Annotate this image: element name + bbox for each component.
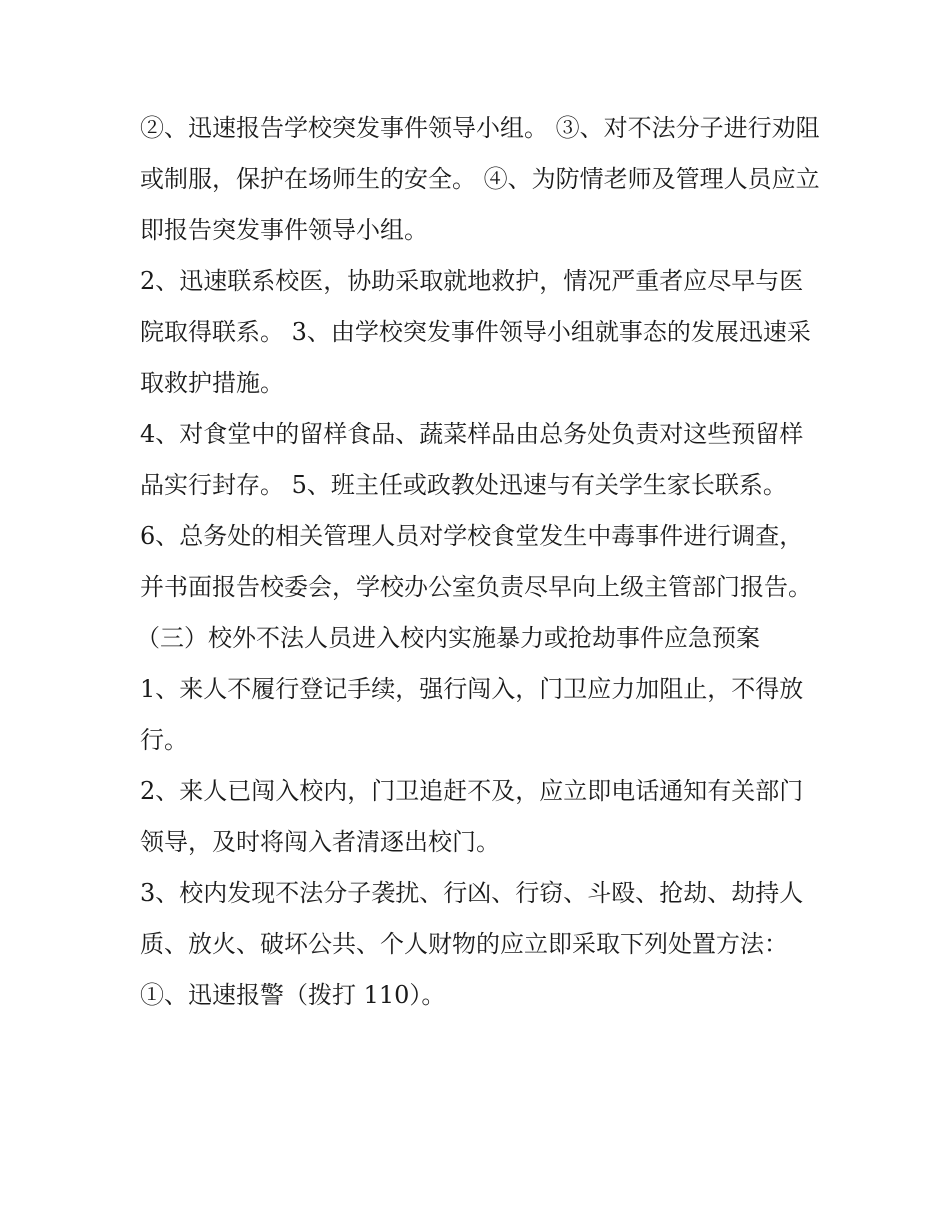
- paragraph-criminal-handling: 3、校内发现不法分子袭扰、行凶、行窃、斗殴、抢劫、劫持人质、放火、破坏公共、个人财物的应立即采取下列处置方法： ①、迅速报警（拨打 110）。: [140, 879, 804, 1009]
- paragraph-intruder-entered: 2、来人已闯入校内，门卫追赶不及，应立即电话通知有关部门领导，及时将闯入者清逐出校门。: [140, 777, 804, 856]
- paragraph-contact-doctor: 2、迅速联系校医，协助采取就地救护，情况严重者应尽早与医院取得联系。 3、由学校突发事件领导小组就事态的发展迅速采取救护措施。: [140, 267, 811, 397]
- paragraph-food-samples: 4、对食堂中的留样食品、蔬菜样品由总务处负责对这些预留样品实行封存。 5、班主任或政教处迅速与有关学生家长联系。: [140, 420, 804, 499]
- paragraph-gate-registration: 1、来人不履行登记手续，强行闯入，门卫应力加阻止，不得放行。: [140, 675, 804, 754]
- document-body: [136, 103, 820, 1021]
- section-heading-violence-plan: （三）校外不法人员进入校内实施暴力或抢劫事件应急预案: [136, 624, 760, 652]
- paragraph-investigation: 6、总务处的相关管理人员对学校食堂发生中毒事件进行调查，并书面报告校委会，学校办公室负责尽早向上级主管部门报告。: [140, 522, 812, 601]
- paragraph-emergency-report: ②、迅速报告学校突发事件领导小组。 ③、对不法分子进行劝阻或制服，保护在场师生的安全。 ④、为防情老师及管理人员应立即报告突发事件领导小组。: [140, 114, 820, 244]
